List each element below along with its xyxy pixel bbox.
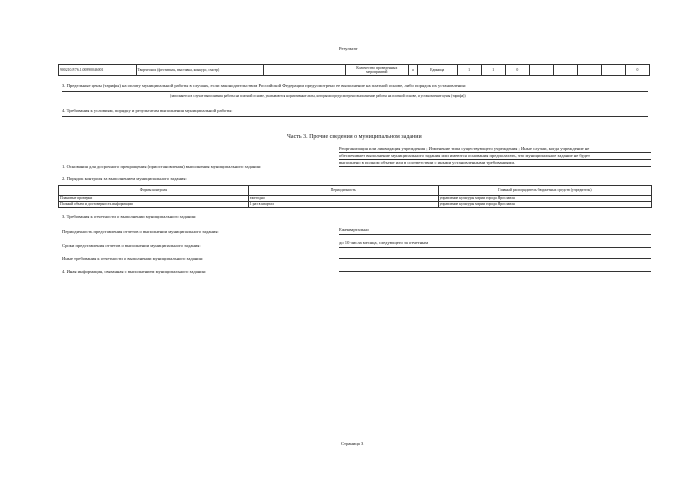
divider [62,116,648,117]
section-3-prices: 3. Предельные цены (тарифы) на оплату муниципальной работы в случаях, если законодательством Российской Федерации предусмотрено ее выполнение на платной основе, либо порядок их установления: [62,83,466,88]
result-heading: Результат [339,46,358,51]
value-cell-3: 0 [505,65,529,76]
divider [62,91,648,92]
header-cell: Периодичность [248,186,438,196]
deadline-label: Сроки представления отчетов о выполнении муниципального задания: [62,243,201,248]
section-3-note: (заполняется в случае выполнения работы на платной основе, указываются нормативные акты, которыми предусмотрено выполнение работы на платной основе, и установление цены (тарифа)) [170,94,466,98]
grounds-label: 1. Основания для досрочного прекращения (приостановления) выполнения муниципального задания: [62,164,262,169]
grounds-value-line-3: выполнено в полном объеме или в соответствии с иными установленными требованиями. [339,160,516,165]
authority-cell: управление культуры мэрии города Ярославля [438,196,651,202]
divider [339,166,651,167]
value-cell-2: 1 [481,65,505,76]
part-3-title: Часть 3. Прочие сведения о муниципальном задании [287,134,422,140]
section-4-requirements: 4. Требования к условиям, порядку и результатам выполнения муниципальной работы: [62,108,233,113]
control-form-cell: Полный объем и достоверность информации [59,202,249,208]
empty-cell [529,65,553,76]
indicator-cell: Количество проведенных мероприятий [345,65,408,76]
periodicity-value: Ежеквартально [339,227,369,232]
divider [339,271,651,272]
deadline-value: до 10 числа месяца, следующего за отчетным [339,240,429,245]
empty-cell [577,65,601,76]
periodicity-cell: 1 раз в квартал [248,202,438,208]
control-form-cell: Плановые проверки [59,196,249,202]
code-cell: 900210.Р.76.1.00890046001 [59,65,137,76]
name-cell: Творческих (фестиваль, выставка, конкурс, смотр) [136,65,264,76]
control-label: 2. Порядок контроля за выполнением муниципального задания: [62,176,187,181]
table-row [59,65,650,76]
result-table [58,64,650,76]
periodicity-label: Периодичность представления отчетов о выполнении муниципального задания: [62,229,219,234]
unit-cell: Единица [417,65,457,76]
divider [339,258,651,259]
value-cell-1: 1 [457,65,481,76]
empty-cell [553,65,577,76]
grounds-value-line-2: обеспечивает выполнение муниципального задания или имеются основания предполагать, что муниципальное задание не будет [339,153,590,158]
unit-mark-cell: a [408,65,417,76]
empty-cell [601,65,625,76]
table-row [59,202,652,208]
header-cell: Формы контроля [59,186,249,196]
other-info-label: 4. Иная информация, связанная с выполнением муниципального задания: [62,269,207,274]
empty-cell [264,65,345,76]
reports-label: 3. Требования к отчетности о выполнении муниципального задания: [62,214,197,219]
divider [339,247,651,248]
table-header-row [59,186,652,196]
divider [339,234,651,235]
control-table [58,185,652,208]
header-cell: Главный распорядитель бюджетных средств (учредитель) [438,186,651,196]
page-number: Страница 3 [341,441,364,446]
value-cell-4: 0 [625,65,649,76]
other-requirements-label: Иные требования к отчетности о выполнении муниципального задания: [62,256,204,261]
grounds-value-line-1: Реорганизация или ликвидация учреждения ; Изменение типа существующего учреждения ; Иные случаи, когда учреждение не [339,146,590,151]
authority-cell: управление культуры мэрии города Ярославля [438,202,651,208]
periodicity-cell: ежегодно [248,196,438,202]
